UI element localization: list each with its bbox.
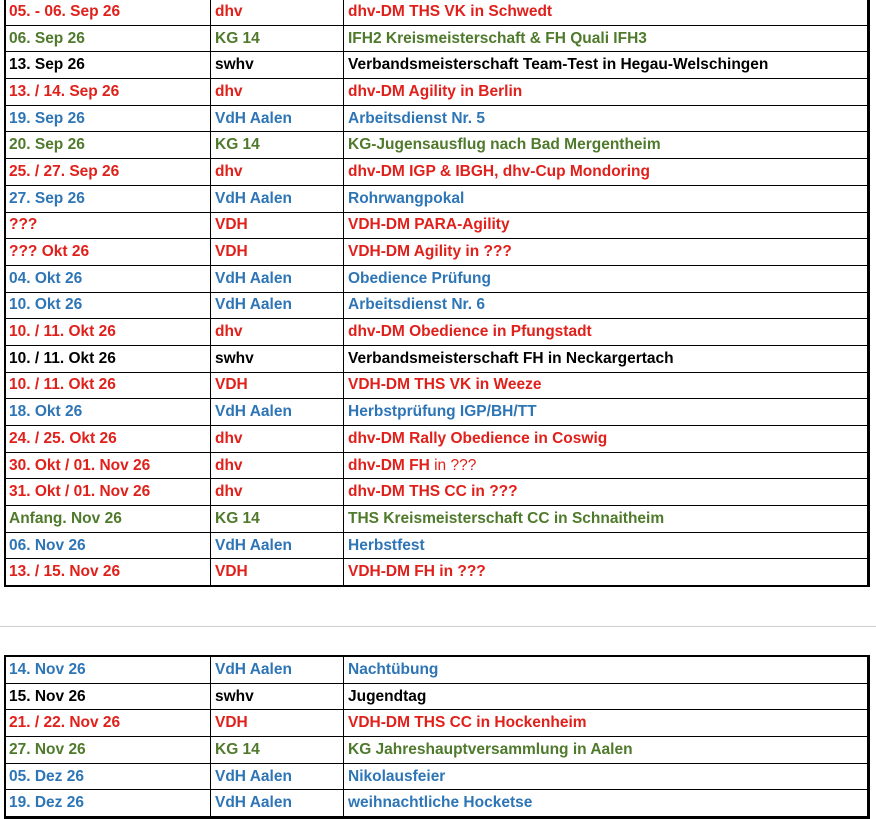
event-title	[344, 185, 869, 212]
event-title	[344, 372, 869, 399]
event-title-text: VDH-DM FH in ???	[348, 563, 486, 581]
event-title	[344, 790, 869, 818]
event-organizer: dhv	[211, 79, 344, 106]
event-title-text: Rohrwangpokal	[348, 189, 465, 207]
event-date: 13. Sep 26	[5, 52, 211, 79]
event-title-text: dhv-DM Rally Obedience in Coswig	[348, 429, 608, 447]
event-title	[344, 710, 869, 737]
event-title	[344, 132, 869, 159]
event-title	[344, 239, 869, 266]
event-date: 27. Nov 26	[5, 737, 211, 764]
event-title-text: dhv-DM FH	[348, 456, 430, 474]
table-row	[5, 452, 869, 479]
event-organizer: VDH	[211, 710, 344, 737]
event-organizer: dhv	[211, 452, 344, 479]
event-title	[344, 0, 869, 25]
event-title-text: Herbstprüfung IGP/BH/TT	[348, 403, 537, 421]
event-title	[344, 25, 869, 52]
event-date: 20. Sep 26	[5, 132, 211, 159]
event-title-text: Obedience Prüfung	[348, 269, 491, 287]
event-title-text: dhv-DM Obedience in Pfungstadt	[348, 323, 592, 341]
table-row	[5, 426, 869, 453]
table-row	[5, 265, 869, 292]
event-organizer: KG 14	[211, 132, 344, 159]
event-date: 10. / 11. Okt 26	[5, 345, 211, 372]
table-row	[5, 372, 869, 399]
event-title-text: dhv-DM THS CC in ???	[348, 483, 518, 501]
event-title	[344, 159, 869, 186]
event-date: 05. - 06. Sep 26	[5, 0, 211, 25]
event-organizer: VDH	[211, 559, 344, 586]
event-title-text: Nachtübung	[348, 660, 439, 678]
event-title-text: Nikolausfeier	[348, 767, 446, 785]
event-organizer: KG 14	[211, 25, 344, 52]
event-title	[344, 52, 869, 79]
event-organizer: dhv	[211, 479, 344, 506]
event-title-text: VDH-DM THS CC in Hockenheim	[348, 714, 587, 732]
table-row	[5, 737, 869, 764]
event-date: 30. Okt / 01. Nov 26	[5, 452, 211, 479]
event-organizer: swhv	[211, 683, 344, 710]
events-table-top	[4, 0, 870, 587]
event-organizer: dhv	[211, 0, 344, 25]
event-organizer: dhv	[211, 426, 344, 453]
table-row	[5, 319, 869, 346]
table-row	[5, 763, 869, 790]
table-row	[5, 105, 869, 132]
event-date: 14. Nov 26	[5, 656, 211, 683]
event-title-text: weihnachtliche Hocketse	[348, 794, 533, 812]
event-date: 13. / 14. Sep 26	[5, 79, 211, 106]
event-title-text: THS Kreismeisterschaft CC in Schnaitheim	[348, 509, 665, 527]
event-date: 05. Dez 26	[5, 763, 211, 790]
event-organizer: VdH Aalen	[211, 265, 344, 292]
event-title	[344, 452, 869, 479]
event-date: 21. / 22. Nov 26	[5, 710, 211, 737]
event-date: Anfang. Nov 26	[5, 506, 211, 533]
event-title-text: Arbeitsdienst Nr. 6	[348, 296, 485, 314]
event-title-text: VDH-DM Agility in ???	[348, 243, 512, 261]
event-organizer: VdH Aalen	[211, 763, 344, 790]
event-date: 13. / 15. Nov 26	[5, 559, 211, 586]
event-title-text: KG-Jugensausflug nach Bad Mergentheim	[348, 136, 661, 154]
event-title	[344, 345, 869, 372]
table-row	[5, 656, 869, 683]
table-row	[5, 159, 869, 186]
event-date: 10. Okt 26	[5, 292, 211, 319]
event-date: ??? Okt 26	[5, 239, 211, 266]
event-title-text: VDH-DM THS VK in Weeze	[348, 376, 542, 394]
event-title-text: dhv-DM Agility in Berlin	[348, 82, 523, 100]
event-title	[344, 737, 869, 764]
table-row	[5, 25, 869, 52]
event-date: 18. Okt 26	[5, 399, 211, 426]
event-organizer: VdH Aalen	[211, 532, 344, 559]
event-title-text: IFH2 Kreismeisterschaft & FH Quali IFH3	[348, 29, 647, 47]
event-organizer: dhv	[211, 159, 344, 186]
table-row	[5, 790, 869, 818]
event-date: 10. / 11. Okt 26	[5, 319, 211, 346]
table-row	[5, 399, 869, 426]
event-title-text: Jugendtag	[348, 687, 427, 705]
table-row	[5, 0, 869, 25]
event-date: 25. / 27. Sep 26	[5, 159, 211, 186]
event-title-text: dhv-DM THS VK in Schwedt	[348, 2, 553, 20]
table-row	[5, 683, 869, 710]
events-table-bottom	[4, 655, 870, 819]
event-organizer: VDH	[211, 372, 344, 399]
event-title	[344, 532, 869, 559]
event-date: 27. Sep 26	[5, 185, 211, 212]
event-title	[344, 265, 869, 292]
table-row	[5, 345, 869, 372]
event-organizer: dhv	[211, 319, 344, 346]
event-date: 19. Dez 26	[5, 790, 211, 818]
table-row	[5, 506, 869, 533]
event-title	[344, 683, 869, 710]
event-title	[344, 212, 869, 239]
event-organizer: VdH Aalen	[211, 656, 344, 683]
table-row	[5, 710, 869, 737]
event-title	[344, 559, 869, 586]
event-organizer: KG 14	[211, 737, 344, 764]
event-title	[344, 319, 869, 346]
table-row	[5, 52, 869, 79]
event-date: 04. Okt 26	[5, 265, 211, 292]
event-organizer: VDH	[211, 239, 344, 266]
event-title-suffix: in ???	[429, 456, 477, 474]
event-organizer: VdH Aalen	[211, 185, 344, 212]
event-organizer: VDH	[211, 212, 344, 239]
event-title	[344, 79, 869, 106]
event-title	[344, 426, 869, 453]
event-organizer: VdH Aalen	[211, 105, 344, 132]
event-title	[344, 105, 869, 132]
event-title-text: dhv-DM IGP & IBGH, dhv-Cup Mondoring	[348, 162, 650, 180]
event-date: ???	[5, 212, 211, 239]
event-date: 06. Nov 26	[5, 532, 211, 559]
event-organizer: KG 14	[211, 506, 344, 533]
event-date: 31. Okt / 01. Nov 26	[5, 479, 211, 506]
event-organizer: VdH Aalen	[211, 292, 344, 319]
event-date: 06. Sep 26	[5, 25, 211, 52]
event-date: 19. Sep 26	[5, 105, 211, 132]
table-row	[5, 479, 869, 506]
event-title	[344, 399, 869, 426]
event-title	[344, 656, 869, 683]
event-title-text: Arbeitsdienst Nr. 5	[348, 109, 485, 127]
page-break-line	[0, 626, 876, 627]
event-title-text: Herbstfest	[348, 536, 425, 554]
table-row	[5, 292, 869, 319]
event-organizer: swhv	[211, 345, 344, 372]
event-title	[344, 506, 869, 533]
event-title	[344, 763, 869, 790]
event-title-text: Verbandsmeisterschaft FH in Neckargertach	[348, 349, 674, 367]
table-row	[5, 79, 869, 106]
event-title-text: VDH-DM PARA-Agility	[348, 216, 510, 234]
table-row	[5, 532, 869, 559]
event-organizer: swhv	[211, 52, 344, 79]
table-row	[5, 132, 869, 159]
event-date: 15. Nov 26	[5, 683, 211, 710]
event-date: 24. / 25. Okt 26	[5, 426, 211, 453]
event-title	[344, 479, 869, 506]
event-title	[344, 292, 869, 319]
table-row	[5, 185, 869, 212]
table-row	[5, 212, 869, 239]
table-row	[5, 559, 869, 586]
event-date: 10. / 11. Okt 26	[5, 372, 211, 399]
table-row	[5, 239, 869, 266]
event-title-text: Verbandsmeisterschaft Team-Test in Hegau-Welschingen	[348, 56, 769, 74]
event-organizer: VdH Aalen	[211, 790, 344, 818]
event-organizer: VdH Aalen	[211, 399, 344, 426]
event-title-text: KG Jahreshauptversammlung in Aalen	[348, 740, 633, 758]
